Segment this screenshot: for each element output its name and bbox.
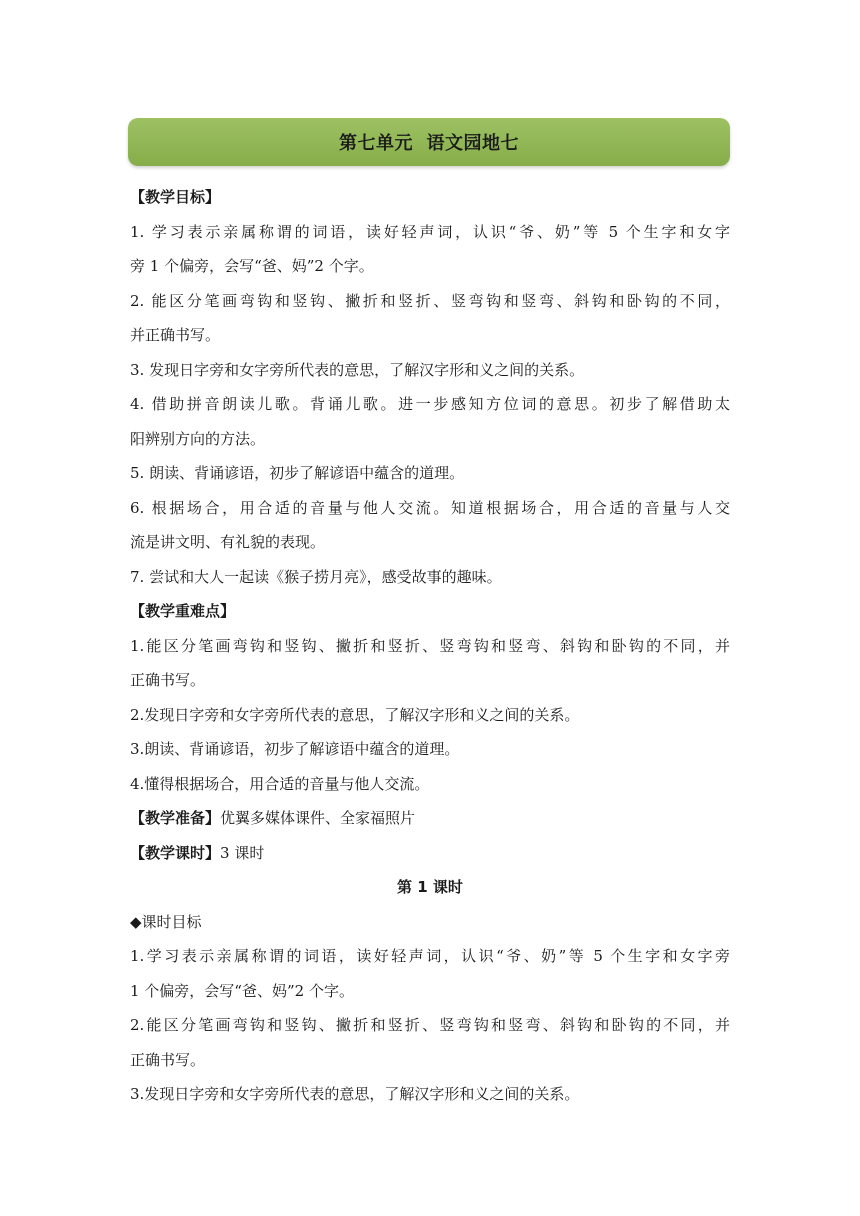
key-point-line: 3.朗读、背诵谚语，初步了解谚语中蕴含的道理。 bbox=[130, 740, 460, 758]
preparation-label: 【教学准备】 bbox=[130, 809, 221, 827]
lesson-goal-label: ◆课时目标 bbox=[130, 912, 202, 931]
goal-line: 1. 学习表示亲属称谓的词语，读好轻声词，认识“爷、奶”等 5 个生字和女字 bbox=[130, 222, 730, 241]
key-point-line: 4.懂得根据场合，用合适的音量与他人交流。 bbox=[130, 774, 430, 793]
lesson-goal-line: 1.学习表示亲属称谓的词语，读好轻声词，认识“爷、奶”等 5 个生字和女字旁 bbox=[130, 947, 730, 965]
unit-title: 第七单元 语文园地七 bbox=[338, 133, 520, 154]
key-point-line: 1.能区分笔画弯钩和竖钩、撇折和竖折、竖弯钩和竖弯、斜钩和卧钩的不同，并 bbox=[130, 636, 730, 655]
lesson-plan-body bbox=[130, 180, 730, 1112]
section-heading-key-points: 【教学重难点】 bbox=[130, 602, 236, 620]
key-point-line: 2.发现日字旁和女字旁所代表的意思，了解汉字形和义之间的关系。 bbox=[130, 705, 580, 724]
goal-line: 7. 尝试和大人一起读《猴子捞月亮》，感受故事的趣味。 bbox=[130, 567, 502, 586]
unit-title-banner bbox=[128, 118, 730, 166]
goal-line: 流是讲文明、有礼貌的表现。 bbox=[130, 533, 326, 551]
goal-line: 6. 根据场合，用合适的音量与他人交流。知道根据场合，用合适的音量与人交 bbox=[130, 498, 730, 517]
goal-line: 3. 发现日字旁和女字旁所代表的意思，了解汉字形和义之间的关系。 bbox=[130, 360, 585, 379]
preparation-value: 优翼多媒体课件、全家福照片 bbox=[220, 809, 416, 827]
class-hours-row bbox=[130, 836, 730, 871]
goal-line: 阳辨别方向的方法。 bbox=[130, 429, 266, 448]
lesson-1-heading: 第 1 课时 bbox=[397, 878, 463, 896]
lesson-goal-line: 2.能区分笔画弯钩和竖钩、撇折和竖折、竖弯钩和竖弯、斜钩和卧钩的不同，并 bbox=[130, 1016, 730, 1034]
preparation-row bbox=[130, 801, 730, 836]
class-hours-value: 3 课时 bbox=[220, 843, 265, 862]
class-hours-label: 【教学课时】 bbox=[130, 843, 221, 862]
lesson-goal-line: 1 个偏旁，会写“爸、妈”2 个字。 bbox=[130, 981, 354, 1000]
goal-line: 5. 朗读、背诵谚语，初步了解谚语中蕴含的道理。 bbox=[130, 464, 465, 482]
key-point-line: 正确书写。 bbox=[130, 671, 206, 689]
lesson-goal-line: 3.发现日字旁和女字旁所代表的意思，了解汉字形和义之间的关系。 bbox=[130, 1085, 580, 1103]
goal-line: 2. 能区分笔画弯钩和竖钩、撇折和竖折、竖弯钩和竖弯、斜钩和卧钩的不同， bbox=[130, 291, 730, 310]
lesson-goal-line: 正确书写。 bbox=[130, 1050, 206, 1069]
goal-line: 旁 1 个偏旁，会写“爸、妈”2 个字。 bbox=[130, 257, 374, 275]
goal-line: 并正确书写。 bbox=[130, 326, 221, 344]
section-heading-goals: 【教学目标】 bbox=[130, 188, 221, 206]
goal-line: 4. 借助拼音朗读儿歌。背诵儿歌。进一步感知方位词的意思。初步了解借助太 bbox=[130, 395, 730, 413]
